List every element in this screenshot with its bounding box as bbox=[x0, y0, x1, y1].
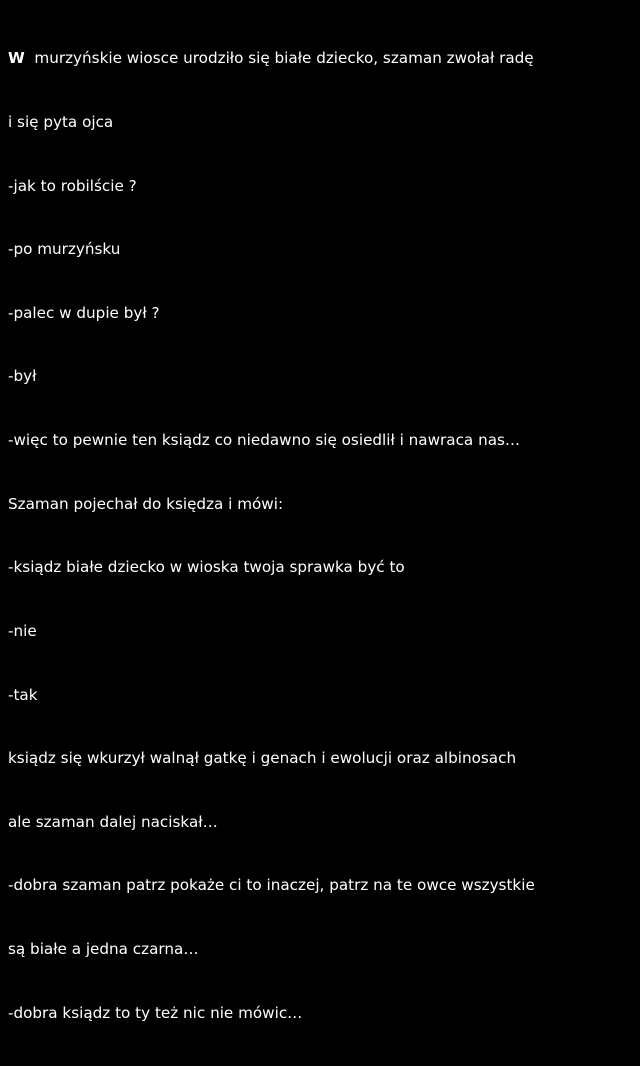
joke-line-12: ale szaman dalej naciskał… bbox=[8, 812, 218, 831]
joke-line-5: -był bbox=[8, 367, 37, 386]
joke-line-14: są białe a jedna czarna… bbox=[8, 939, 199, 958]
joke-line-8: -ksiądz białe dziecko w wioska twoja sprawka być to bbox=[8, 558, 405, 577]
joke-line-15: -dobra ksiądz to ty też nic nie mówic… bbox=[8, 1003, 303, 1022]
joke-line-1: i się pyta ojca bbox=[8, 113, 114, 132]
joke-line-0 bbox=[8, 48, 632, 69]
joke-line-9: -nie bbox=[8, 621, 37, 640]
joke-lead-word: W bbox=[8, 49, 25, 68]
joke-line-10: -tak bbox=[8, 685, 38, 704]
joke-line-7: Szaman pojechał do księdza i mówi: bbox=[8, 494, 284, 513]
joke-line-4: -palec w dupie był ? bbox=[8, 303, 160, 322]
joke-text-block bbox=[8, 6, 632, 1066]
joke-line-text: murzyńskie wiosce urodziło się białe dziecko, szaman zwołał radę bbox=[24, 49, 534, 68]
joke-line-3: -po murzyńsku bbox=[8, 240, 121, 259]
joke-line-13: -dobra szaman patrz pokaże ci to inaczej, patrz na te owce wszystkie bbox=[8, 876, 535, 895]
joke-line-2: -jak to robilście ? bbox=[8, 176, 137, 195]
joke-line-6: -więc to pewnie ten ksiądz co niedawno się osiedlił i nawraca nas… bbox=[8, 431, 521, 450]
joke-line-11: ksiądz się wkurzył walnął gatkę i genach i ewolucji oraz albinosach bbox=[8, 749, 517, 768]
